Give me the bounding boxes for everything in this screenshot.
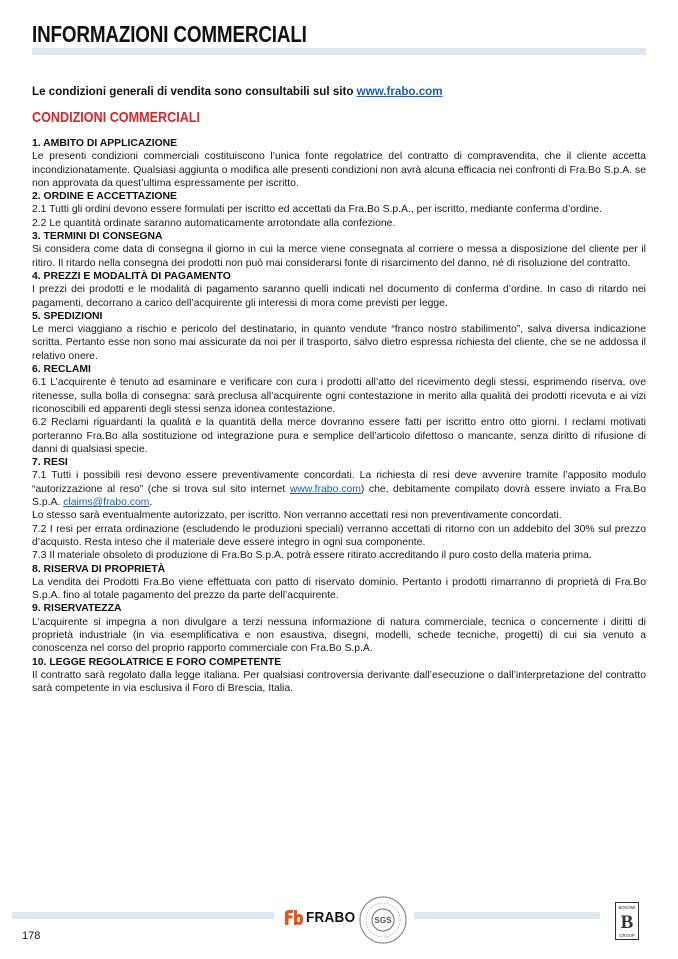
frabo-wordmark: FRABO xyxy=(306,908,356,926)
section-7-paragraph-1 xyxy=(32,469,646,509)
bonomi-group-badge xyxy=(615,902,639,940)
section-5-paragraph: Le merci viaggiano a rischio e pericolo del destinatario, in quanto vendute “franco nostro stabilimento”, salva diversa indicazione scritta. Pertanto esse non sono mai assicurate da noi per il trasporto, salvo dietro espressa richiesta del cliente, che se ne addossa il relativo onere. xyxy=(32,324,646,362)
section-7-text-a: 7.1 Tutti i possibili resi devono essere preventivamente concordati. La richiesta di resi deve avvenire tramite l’apposito modulo “autorizzazione al reso” (che si trova sul sito internet xyxy=(32,470,646,495)
page-number: 178 xyxy=(22,930,41,942)
intro-line xyxy=(32,85,648,98)
section-heading-5: 5. SPEDIZIONI xyxy=(32,310,103,322)
badge-bottom-text: GROUP xyxy=(619,933,635,938)
section-7-paragraph-3: 7.2 I resi per errata ordinazione (escludendo le produzioni speciali) verranno accettati di ritorno con un addebito del 30% sul prezzo d’acquisto. Resta inteso che il materiale deve essere integro in ogni sua componente. xyxy=(32,523,646,548)
claims-email-link[interactable]: claims@frabo.com xyxy=(63,497,150,509)
conditions-body xyxy=(32,137,646,695)
section-10-paragraph: Il contratto sarà regolato dalla legge italiana. Per qualsiasi controversia derivante dall’esecuzione o dall’interpretazione del contratto sarà competente in via esclusiva il Foro di Brescia, Italia. xyxy=(32,669,646,695)
section-heading-7: 7. RESI xyxy=(32,457,68,469)
frabo-mark-icon xyxy=(284,908,304,926)
page-title: INFORMAZIONI COMMERCIALI xyxy=(32,21,307,47)
section-title: CONDIZIONI COMMERCIALI xyxy=(32,109,200,126)
section-heading-9: 9. RISERVATEZZA xyxy=(32,603,122,615)
section-9-paragraph: L’acquirente si impegna a non divulgare a terzi nessuna informazione di natura commerciale, tecnica o concernente i diritti di proprietà industriale (in via esemplificativa e non esaustiva, disegni, modelli, schede tecniche, progetti) di cui sia venuto a conoscenza nel corso del proprio rapporto commerciale con Fra.Bo S.p.A. xyxy=(32,616,646,655)
section-heading-8: 8. RISERVA DI PROPRIETÀ xyxy=(32,563,166,575)
badge-letter: B xyxy=(620,912,634,933)
seal-text: SGS xyxy=(374,916,392,925)
certification-seal-icon xyxy=(358,895,408,945)
section-3-paragraph: Si considera come data di consegna il giorno in cui la merce viene consegnata al corriere o messa a disposizione del cliente per il ritiro. Il ritardo nella consegna dei prodotti non può mai considerarsi fonte di risarcimento del danno, né di risoluzione del contratto. xyxy=(32,244,646,269)
section-2-paragraph-1: 2.1 Tutti gli ordini devono essere formulati per iscritto ed accettati da Fra.Bo S.p.A., per iscritto, mediante conferma d’ordine. xyxy=(32,204,603,216)
footer-band-left xyxy=(12,912,274,919)
section-7-paragraph-2: Lo stesso sarà eventualmente autorizzato, per iscritto. Non verranno accettati resi non preventivamente concordati. xyxy=(32,510,562,522)
section-heading-10: 10. LEGGE REGOLATRICE E FORO COMPETENTE xyxy=(32,656,282,668)
section-1-paragraph: Le presenti condizioni commerciali costituiscono l’unica fonte regolatrice del contratto di compravendita, che il cliente accetta incondizionatamente. Qualsiasi aggiunta o modifica alle presenti condizioni non avrà alcuna efficacia nei confronti di Fra.Bo S.p.A. se non approvata da quest’ultima espressamente per iscritto. xyxy=(32,151,646,189)
section-heading-1: 1. AMBITO DI APPLICAZIONE xyxy=(32,138,178,149)
title-rule xyxy=(32,48,646,55)
section-7-text-b: ) che, debitamente compilato dovrà essere inviato a Fra.Bo S.p.A. xyxy=(32,483,647,509)
section-heading-6: 6. RECLAMI xyxy=(32,364,91,376)
section-heading-4: 4. PREZZI E MODALITÀ DI PAGAMENTO xyxy=(32,270,231,282)
frabo-website-link[interactable]: www.frabo.com xyxy=(356,85,443,98)
section-6-paragraph-2: 6.2 Reclami riguardanti la qualità e la quantità della merce dovranno essere fatti per iscritto entro otto giorni. I reclami motivati porteranno Fra.Bo alla sostituzione od integrazione pura e semplice dell’articolo difettoso o mancante, senza diritto di rifusione di danni di qualsiasi specie. xyxy=(32,417,646,455)
page-header xyxy=(32,20,648,48)
frabo-logo xyxy=(284,906,361,928)
section-heading-3: 3. TERMINI DI CONSEGNA xyxy=(32,231,163,243)
section-7-paragraph-4: 7.3 Il materiale obsoleto di produzione di Fra.Bo S.p.A. potrà essere ritirato accreditando il puro costo della materia prima. xyxy=(32,550,592,562)
intro-text: Le condizioni generali di vendita sono consultabili sul sito xyxy=(32,85,357,98)
section-heading-2: 2. ORDINE E ACCETTAZIONE xyxy=(32,191,177,203)
section-2-paragraph-2: 2.2 Le quantità ordinate saranno automaticamente arrotondate alla confezione. xyxy=(32,217,396,229)
section-4-paragraph: I prezzi dei prodotti e le modalità di pagamento saranno quelli indicati nel documento di conferma d’ordine. In caso di ritardo nei pagamenti, decorrano a carico dell’acquirente gli interessi di mora come previsti per legge. xyxy=(32,284,646,309)
frabo-website-link-2[interactable]: www.frabo.com xyxy=(289,483,361,495)
section-7-text-c: . xyxy=(149,497,153,509)
section-8-paragraph: La vendita dei Prodotti Fra.Bo viene effettuata con patto di riservato dominio. Pertanto i prodotti rimarranno di proprietà di Fra.Bo S.p.A. fino al totale pagamento del prezzo da parte dell’acquirente. xyxy=(32,576,646,602)
badge-top-text: BONOMI xyxy=(618,905,636,910)
section-6-paragraph-1: 6.1 L’acquirente è tenuto ad esaminare e verificare con cura i prodotti all’atto del ricevimento degli stessi, esprimendo riserva, ove ritenesse, sulla bolla di consegna: sarà preclusa all’acquirente ogni contestazione in merito alla qualità dei prodotti ricevuta e ai vizi riconoscibili ed apparenti degli stessi senza idonea contestazione. xyxy=(32,377,646,415)
footer-band-right xyxy=(414,912,600,919)
